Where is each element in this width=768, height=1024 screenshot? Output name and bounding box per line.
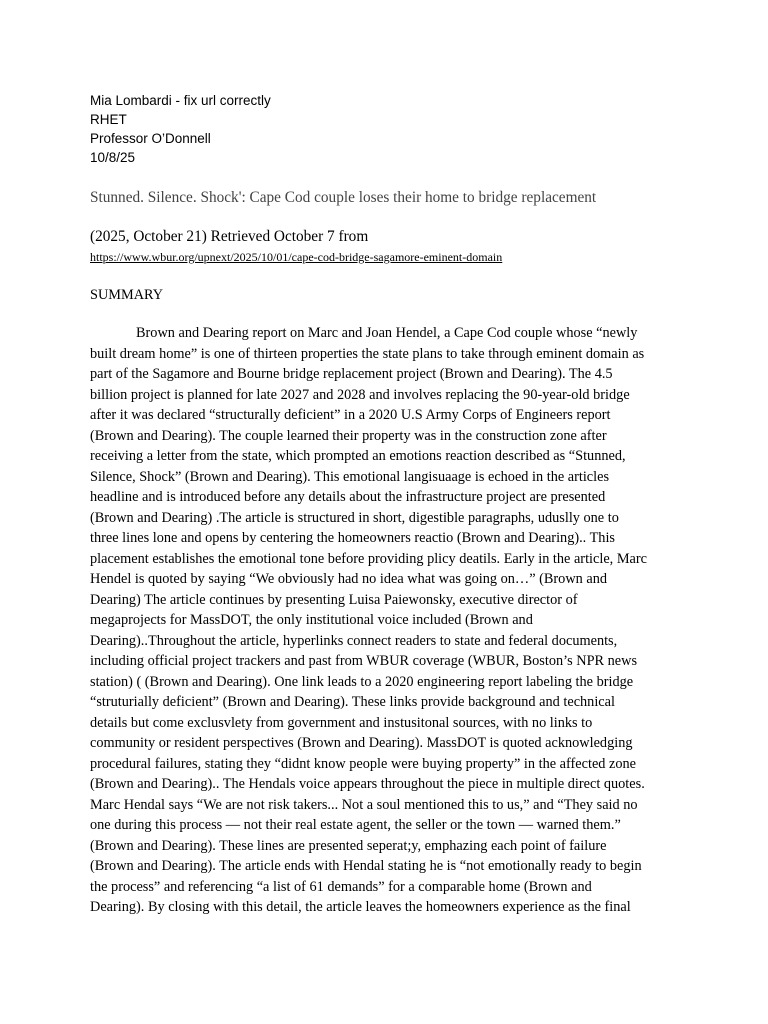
body-line: Dearing). By closing with this detail, the article leaves the homeowners experience as the final [90,899,631,915]
body-line: (Brown and Dearing). The couple learned their property was in the construction zone after [90,428,607,444]
body-line: headline and is introduced before any details about the infrastructure project are presented [90,489,606,505]
body-line: megaprojects for MassDOT, the only institutional voice included (Brown and [90,612,533,628]
body-line: Brown and Dearing report on Marc and Joan Hendel, a Cape Cod couple whose “newly [136,325,638,341]
body-line: built dream home” is one of thirteen properties the state plans to take through eminent domain as [90,346,645,362]
body-line: billion project is planned for late 2027 and 2028 and involves replacing the 90-year-old bridge [90,387,630,403]
body-line: part of the Sagamore and Bourne bridge replacement project (Brown and Dearing). The 4.5 [90,366,613,382]
author-line: Mia Lombardi - fix url correctly [90,93,271,108]
professor-line: Professor O’Donnell [90,131,211,146]
body-line: “struturially deficient” (Brown and Dearing). These links provide background and technical [90,694,615,710]
body-line: including official project trackers and past from WBUR coverage (WBUR, Boston’s NPR news [90,653,638,669]
body-line: three lines lone and opens by centering the homeowners reactio (Brown and Dearing).. This [90,530,615,546]
body-line: procedural failures, stating they “didnt know people were buying property” in the affected zone [90,756,636,772]
body-line: station) ( (Brown and Dearing). One link leads to a 2020 engineering report labeling the bridge [90,674,634,690]
body-line: one during this process — not their real estate agent, the seller or the town — warned them.” [90,817,621,833]
date-line: 10/8/25 [90,150,136,165]
body-line: Marc Hendal says “We are not risk takers... Not a soul mentioned this to us,” and “They said no [90,797,638,813]
body-line: Dearing) The article continues by presenting Luisa Paiewonsky, executive director of [90,592,578,608]
course-line: RHET [90,112,127,127]
article-title: Stunned. Silence. Shock': Cape Cod couple loses their home to bridge replacement [90,189,597,206]
body-line: Silence, Shock” (Brown and Dearing). This emotional langisuaage is echoed in the articles [90,469,610,485]
body-line: placement establishes the emotional tone before providing plicy deatils. Early in the article, Marc [90,551,647,567]
body-line: the process” and referencing “a list of 61 demands” for a comparable home (Brown and [90,879,592,895]
body-line: Hendel is quoted by saying “We obviously had no idea what was going on…” (Brown and [90,571,608,587]
body-line: (Brown and Dearing).. The Hendals voice appears throughout the piece in multiple direct quotes. [90,776,645,792]
body-line: (Brown and Dearing). The article ends with Hendal stating he is “not emotionally ready to begin [90,858,642,874]
body-line: receiving a letter from the state, which prompted an emotions reaction described as “Stunned, [90,448,626,464]
body-line: community or resident perspectives (Brown and Dearing). MassDOT is quoted acknowledging [90,735,633,751]
body-line: (Brown and Dearing). These lines are presented seperat;y, emphazing each point of failure [90,838,607,854]
body-line: Dearing)..Throughout the article, hyperlinks connect readers to state and federal documents, [90,633,618,649]
body-line: details but come exclusvlety from government and instusitonal sources, with no links to [90,715,593,731]
citation-url-link[interactable]: https://www.wbur.org/upnext/2025/10/01/cape-cod-bridge-sagamore-eminent-domain [90,250,503,264]
citation-line: (2025, October 21) Retrieved October 7 from [90,228,369,245]
body-line: after it was declared “structurally deficient” in a 2020 U.S Army Corps of Engineers report [90,407,611,423]
body-line: (Brown and Dearing) .The article is structured in short, digestible paragraphs, uduslly one to [90,510,619,526]
section-heading: SUMMARY [90,287,164,303]
